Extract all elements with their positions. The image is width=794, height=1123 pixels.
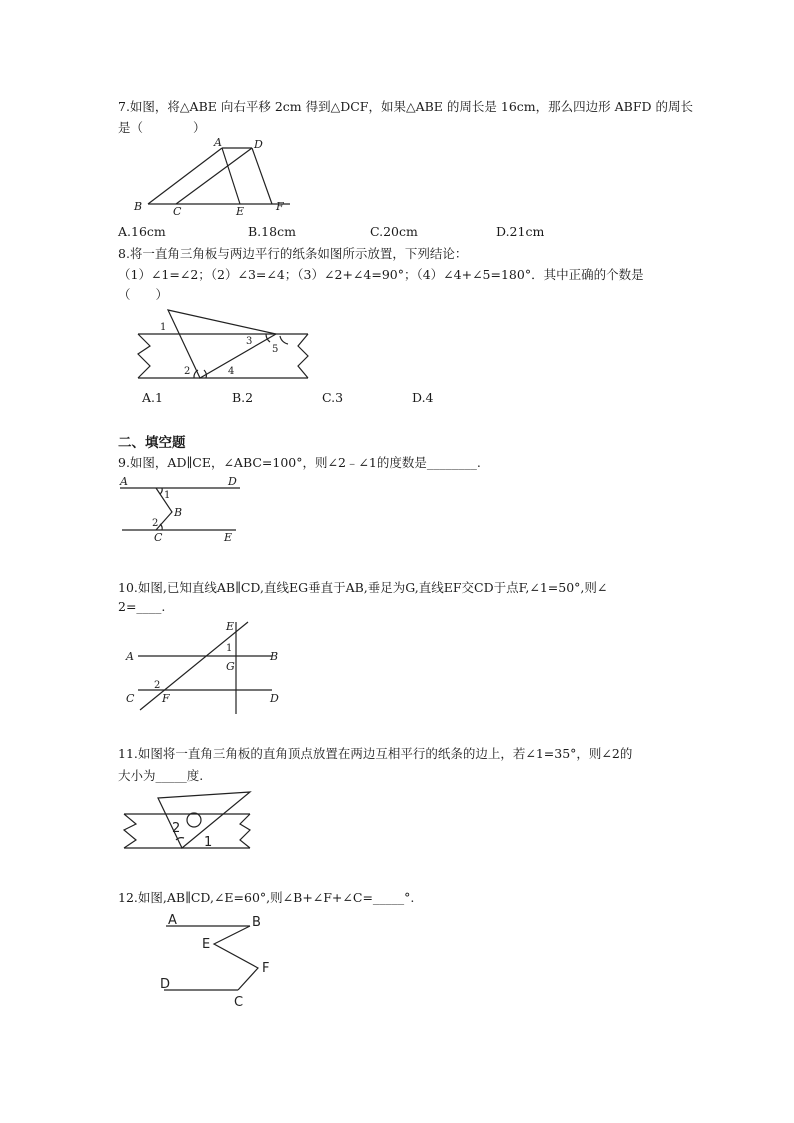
q9-label-c: C (154, 531, 163, 544)
q12-label-d: D (160, 977, 171, 992)
q12-label-e: E (202, 937, 211, 952)
q10-label-1: 1 (226, 643, 233, 654)
q10-text-line2: 2=____. (118, 599, 166, 614)
q8-option-c: C.3 (322, 390, 344, 405)
q7-text-line2: 是（ ） (118, 120, 206, 135)
q8-figure (130, 306, 320, 384)
q8-option-b: B.2 (232, 390, 254, 405)
q7-label-e: E (236, 205, 245, 218)
q7-label-a: A (214, 136, 222, 149)
q9-figure (118, 474, 248, 544)
q7-label-b: B (134, 200, 143, 213)
q12-figure (158, 908, 288, 1010)
section-title-fill-in: 二、填空题 (118, 435, 186, 451)
q8-text-line3: （ ） (118, 287, 169, 302)
q9-label-b: B (174, 506, 183, 519)
q11-label-1: 1 (204, 835, 213, 850)
q11-text-line2: 大小为_____度. (118, 768, 204, 783)
q8-label-5: 5 (272, 344, 279, 355)
q11-text-line1: 11.如图将一直角三角板的直角顶点放置在两边互相平行的纸条的边上，若∠1=35°，则∠2的 (118, 746, 633, 761)
q8-option-a: A.1 (142, 390, 163, 405)
q7-label-c: C (173, 205, 182, 218)
q8-label-4: 4 (228, 366, 235, 377)
q9-label-e: E (224, 531, 233, 544)
q10-label-b: B (270, 650, 279, 663)
q8-label-3: 3 (246, 336, 253, 347)
q10-label-e: E (226, 620, 235, 633)
q7-option-c: C.20cm (370, 224, 418, 239)
q8-text-line1: 8.将一直角三角板与两边平行的纸条如图所示放置，下列结论： (118, 246, 468, 261)
q11-figure (120, 790, 260, 856)
q9-text: 9.如图，AD∥CE，∠ABC=100°，则∠2﹣∠1的度数是________. (118, 455, 481, 470)
q10-text-line1: 10.如图,已知直线AB∥CD,直线EG垂直于AB,垂足为G,直线EF交CD于点F,∠1=50°,则∠ (118, 580, 608, 595)
q7-text-line1: 7.如图，将△ABE 向右平移 2cm 得到△DCF，如果△ABE 的周长是 16cm，那么四边形 ABFD 的周长 (118, 99, 693, 114)
q8-option-d: D.4 (412, 390, 434, 405)
q7-label-d: D (254, 138, 263, 151)
q10-label-f: F (162, 692, 170, 705)
q10-label-d: D (270, 692, 279, 705)
q7-figure (130, 136, 300, 220)
q7-option-a: A.16cm (118, 224, 166, 239)
q10-label-g: G (226, 660, 235, 673)
q9-label-2: 2 (152, 518, 159, 529)
q8-label-2: 2 (184, 366, 191, 377)
q10-label-c: C (126, 692, 135, 705)
q12-label-b: B (252, 915, 261, 930)
q7-label-f: F (276, 200, 284, 213)
q7-option-b: B.18cm (248, 224, 296, 239)
q8-text-line2: （1）∠1=∠2；（2）∠3=∠4；（3）∠2+∠4=90°；（4）∠4+∠5=180°．其中正确的个数是 (118, 267, 644, 282)
q12-label-a: A (168, 913, 177, 928)
q11-label-2: 2 (172, 821, 181, 836)
q9-label-d: D (228, 475, 237, 488)
q9-label-1: 1 (164, 490, 171, 501)
q8-label-1: 1 (160, 322, 167, 333)
q7-option-d: D.21cm (496, 224, 545, 239)
q10-label-2: 2 (154, 680, 161, 691)
q12-label-f: F (262, 961, 270, 976)
q10-label-a: A (126, 650, 134, 663)
q12-label-c: C (234, 995, 244, 1010)
q10-figure (124, 618, 284, 716)
q9-label-a: A (120, 475, 128, 488)
q12-text: 12.如图,AB∥CD,∠E=60°,则∠B+∠F+∠C=_____°. (118, 890, 415, 905)
